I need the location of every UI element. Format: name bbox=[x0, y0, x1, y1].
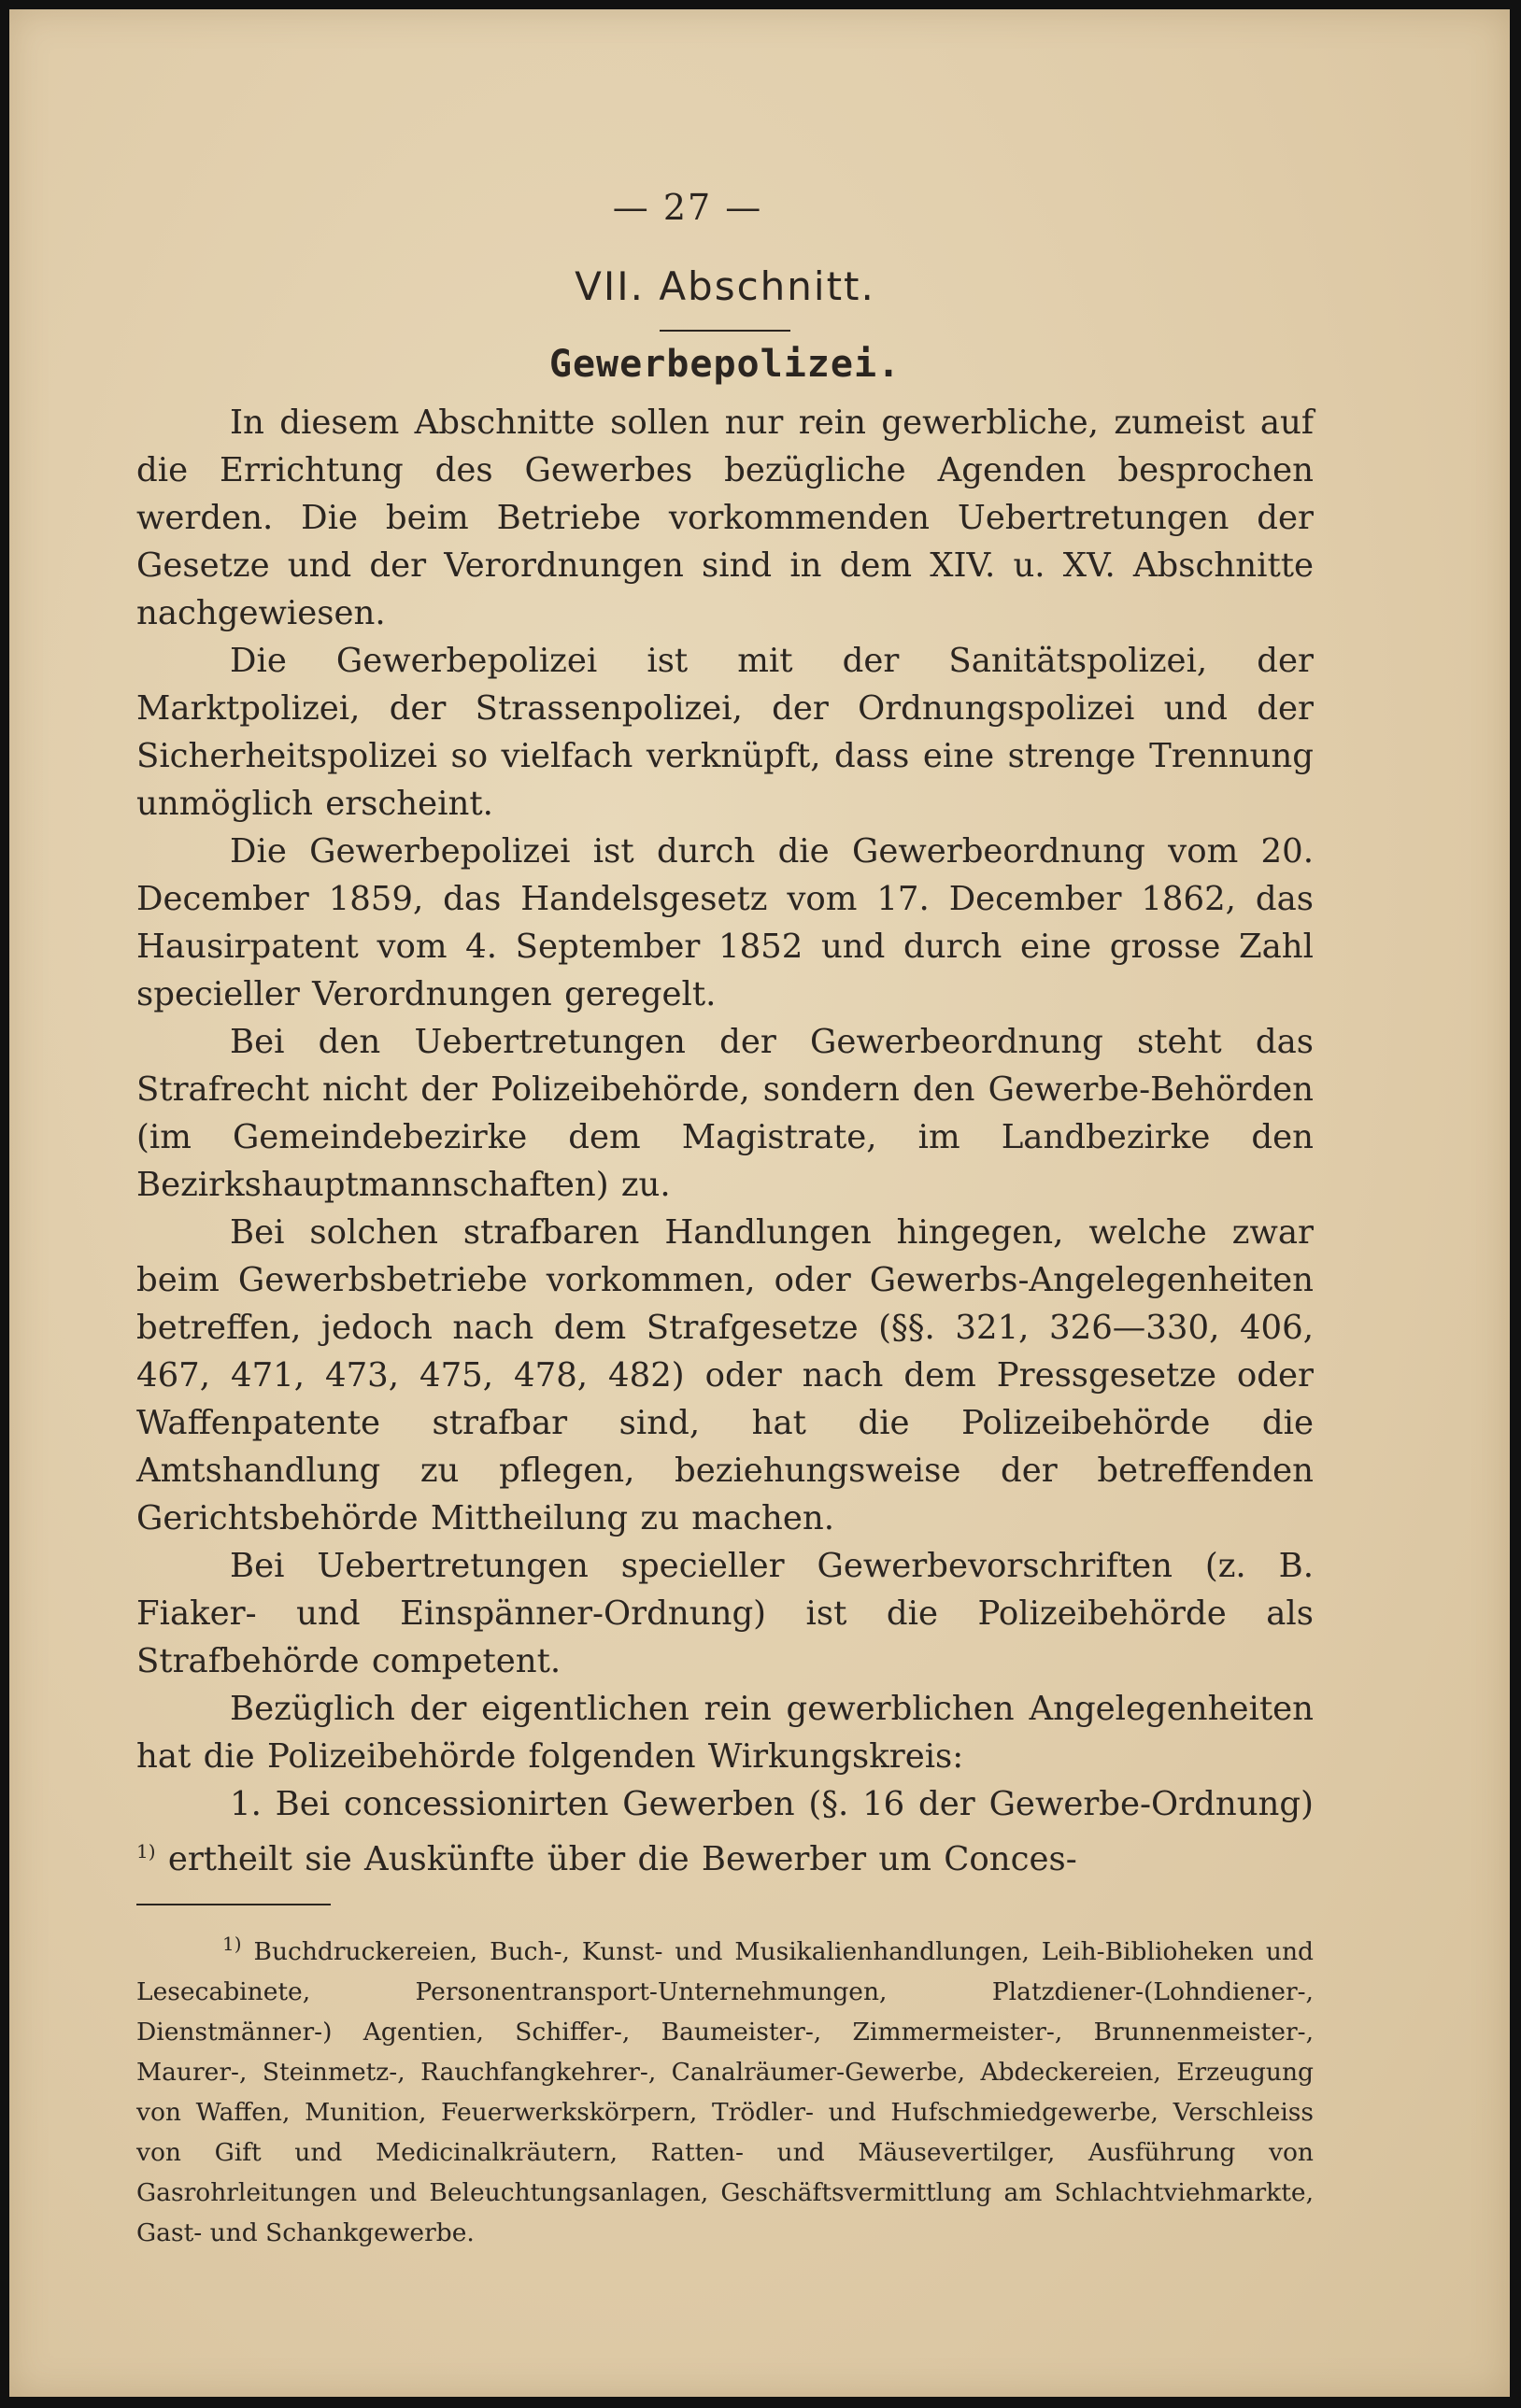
section-title: VII. Abschnitt. bbox=[575, 263, 875, 309]
paragraph-1: In diesem Abschnitte sollen nur rein gewerbliche, zumeist auf die Errichtung des Gewerbes bezügliche Agenden besprochen werden. Die beim Betriebe vorkommenden Uebertretungen der Gesetze und der Verordnungen sind in dem XIV. u. XV. Abschnitte nachgewiesen. bbox=[136, 404, 1314, 632]
chapter-title: Gewerbepolizei. bbox=[548, 343, 902, 386]
page-number: — 27 — bbox=[612, 187, 763, 228]
paragraph-2: Die Gewerbepolizei ist mit der Sanitätspolizei, der Marktpolizei, der Strassenpolizei, der Ordnungspolizei und der Sicherheitspolizei so vielfach verknüpft, dass eine strenge Trennung unmöglich erscheint. bbox=[136, 642, 1314, 823]
footnote-mark: 1) bbox=[222, 1932, 242, 1955]
book-page bbox=[9, 9, 1510, 2397]
paragraph-4: Bei den Uebertretungen der Gewerbeordnung steht das Strafrecht nicht der Polizeibehörde, sondern den Gewerbe-Behörden (im Gemeindebezirke dem Magistrate, im Landbezirke den Bezirkshauptmannschaften) zu. bbox=[136, 1023, 1314, 1204]
paragraph-8-text-a: 1. Bei concessionirten Gewerben (§. 16 der Gewerbe-Ordnung) bbox=[230, 1785, 1314, 1823]
paragraph-8-text-b: ertheilt sie Auskünfte über die Bewerber um Conces- bbox=[155, 1839, 1077, 1878]
paragraph-3: Die Gewerbepolizei ist durch die Gewerbeordnung vom 20. December 1859, das Handelsgesetz vom 17. December 1862, das Hausirpatent vom 4. September 1852 und durch eine grosse Zahl specieller Verordnungen geregelt. bbox=[136, 832, 1314, 1013]
footnote bbox=[136, 1924, 1314, 2253]
paragraph-7: Bezüglich der eigentlichen rein gewerblichen Angelegenheiten hat die Polizeibehörde folgenden Wirkungskreis: bbox=[136, 1690, 1314, 1776]
page-content bbox=[136, 187, 1314, 2253]
title-divider bbox=[660, 330, 790, 332]
footnote-text: Buchdruckereien, Buch-, Kunst- und Musikalienhandlungen, Leih-Biblioheken und Lesecabinete, Personentransport-Unternehmungen, Platzdiener-(Lohndiener-, Dienstmänner-) Agentien, Schiffer-, Baumeister-, Zimmermeister-, Brunnenmeister-, Maurer-, Steinmetz-, Rauchfangkehrer-, Canalräumer-Gewerbe, Abdeckereien, Erzeugung von Waffen, Munition, Feuerwerkskörpern, Trödler- und Hufschmiedgewerbe, Verschleiss von Gift und Medicinalkräutern, Ratten- und Mäusevertilger, Ausführung von Gasrohrleitungen und Beleuchtungsanlagen, Geschäftsvermittlung am Schlachtviehmarkte, Gast- und Schankgewerbe. bbox=[136, 1936, 1314, 2247]
paragraph-8 bbox=[136, 1780, 1314, 1883]
paragraph-5: Bei solchen strafbaren Handlungen hingegen, welche zwar beim Gewerbsbetriebe vorkommen, oder Gewerbs-Angelegenheiten betreffen, jedoch nach dem Strafgesetze (§§. 321, 326—330, 406, 467, 471, 473, 475, 478, 482) oder nach dem Pressgesetze oder Waffenpatente strafbar sind, hat die Polizeibehörde die Amtshandlung zu pflegen, beziehungsweise der betreffenden Gerichtsbehörde Mittheilung zu machen. bbox=[136, 1213, 1314, 1537]
footnote-reference: 1) bbox=[136, 1840, 156, 1863]
paragraph-6: Bei Uebertretungen specieller Gewerbevorschriften (z. B. Fiaker- und Einspänner-Ordnung) ist die Polizeibehörde als Strafbehörde competent. bbox=[136, 1547, 1314, 1680]
footnote-divider bbox=[136, 1904, 331, 1905]
